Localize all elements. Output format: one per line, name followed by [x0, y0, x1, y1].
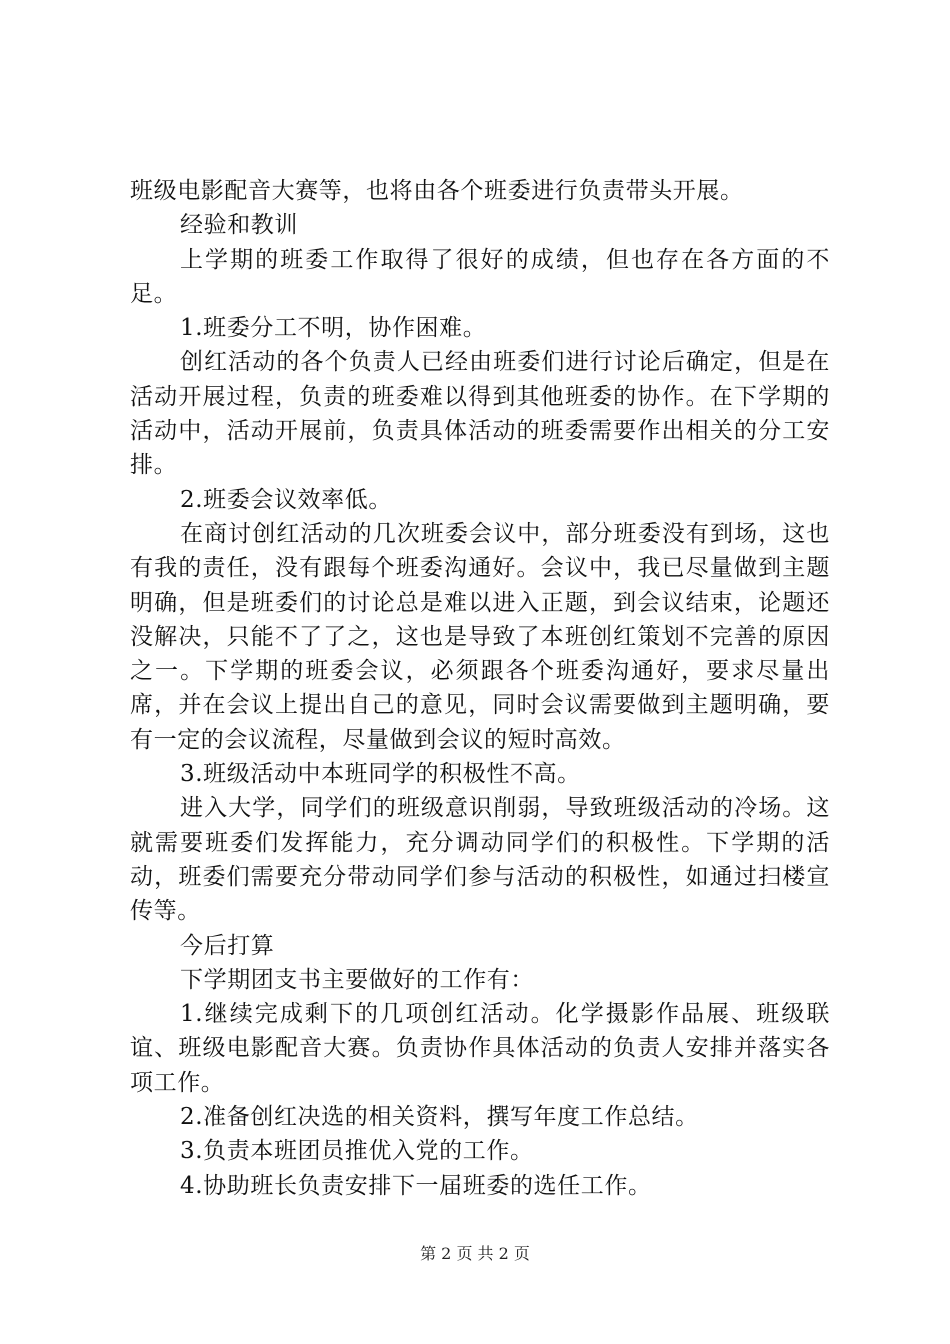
paragraph-plans-intro: 下学期团支书主要做好的工作有： [180, 966, 534, 993]
page-number-footer: 第 2 页 共 2 页 [420, 1244, 530, 1263]
paragraph-meeting-efficiency: 在商讨创红活动的几次班委会议中，部分班委没有到场，这也有我的责任，没有跟每个班委沟通好。会议中，我已尽量做到主题明确，但是班委们的讨论总是难以进入正题，到会议结束，论题还没解决，只能不了了之，这也是导致了本班创红策划不完善的原因之一。下学期的班委会议，必须跟各个班委沟通好，要求尽量出席，并在会议上提出自己的意见，同时会议需要做到主题明确，要有一定的会议流程，尽量做到会议的短时高效。 [130, 520, 830, 753]
paragraph-enthusiasm: 进入大学，同学们的班级意识削弱，导致班级活动的冷场。这就需要班委们发挥能力，充分调动同学们的积极性。下学期的活动，班委们需要充分带动同学们参与活动的积极性，如通过扫楼宣传等。 [130, 795, 830, 925]
plan-item-3: 3.负责本班团员推优入党的工作。 [180, 1138, 534, 1165]
paragraph-division-of-labor: 创红活动的各个负责人已经由班委们进行讨论后确定，但是在活动开展过程，负责的班委难以得到其他班委的协作。在下学期的活动中，活动开展前，负责具体活动的班委需要作出相关的分工安排。 [130, 349, 830, 479]
list-item-heading-3: 3.班级活动中本班同学的积极性不高。 [180, 761, 581, 788]
section-heading-plans: 今后打算 [180, 932, 275, 959]
list-item-heading-1: 1.班委分工不明，协作困难。 [180, 315, 487, 342]
paragraph-lessons-intro: 上学期的班委工作取得了很好的成绩，但也存在各方面的不足。 [130, 246, 830, 307]
paragraph-continuation: 班级电影配音大赛等，也将由各个班委进行负责带头开展。 [130, 178, 744, 204]
document-body [130, 174, 830, 1203]
section-heading-lessons: 经验和教训 [180, 212, 298, 239]
plan-item-4: 4.协助班长负责安排下一届班委的选任工作。 [180, 1172, 652, 1199]
list-item-heading-2: 2.班委会议效率低。 [180, 486, 392, 513]
plan-item-1: 1.继续完成剩下的几项创红活动。化学摄影作品展、班级联谊、班级电影配音大赛。负责协作具体活动的负责人安排并落实各项工作。 [130, 1001, 830, 1096]
plan-item-2: 2.准备创红决选的相关资料，撰写年度工作总结。 [180, 1104, 699, 1131]
